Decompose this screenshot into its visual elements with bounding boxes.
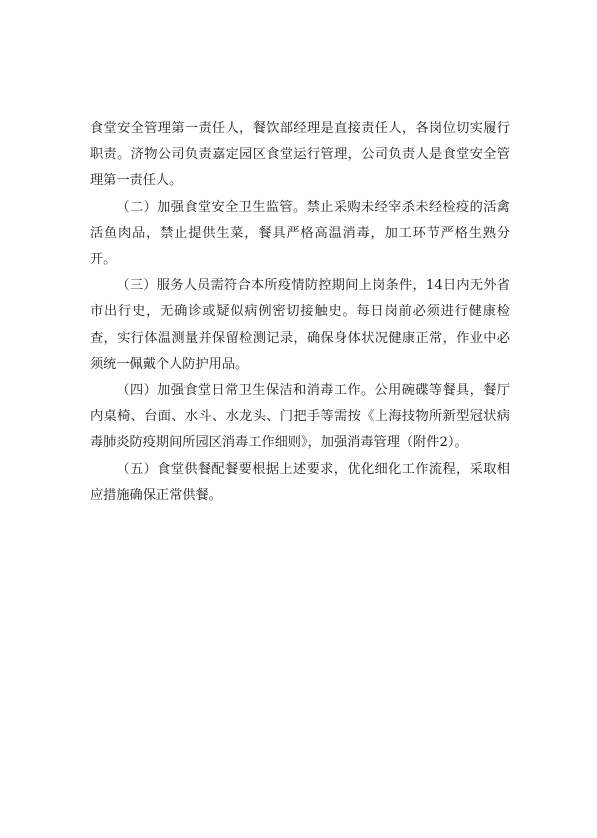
paragraph-item-4-disinfection: （四）加强食堂日常卫生保洁和消毒工作。公用碗碟等餐具，餐厅内桌椅、台面、水斗、水龙头、门把手等需按《上海技物所新型冠状病毒肺炎防疫期间所园区消毒工作细则》，加强消毒管理（附件2）。 [90,383,510,451]
paragraph-item-3-staff-requirements: （三）服务人员需符合本所疫情防控期间上岗条件，14日内无外省市出行史，无确诊或疑似病例密切接触史。每日岗前必须进行健康检查，实行体温测量并保留检测记录，确保身体状况健康正常，作业中必须统一佩戴个人防护用品。 [90,278,510,372]
document-body [90,116,510,509]
paragraph-item-2-hygiene-supervision: （二）加强食堂安全卫生监管。禁止采购未经宰杀未经检疫的活禽活鱼肉品，禁止提供生菜，餐具严格高温消毒，加工环节严格生熟分开。 [90,199,510,268]
paragraph-item-5-meal-supply: （五）食堂供餐配餐要根据上述要求，优化细化工作流程，采取相应措施确保正常供餐。 [90,461,510,503]
paragraph-responsibility: 食堂安全管理第一责任人，餐饮部经理是直接责任人，各岗位切实履行职责。济物公司负责嘉定园区食堂运行管理，公司负责人是食堂安全管理第一责任人。 [90,121,510,189]
